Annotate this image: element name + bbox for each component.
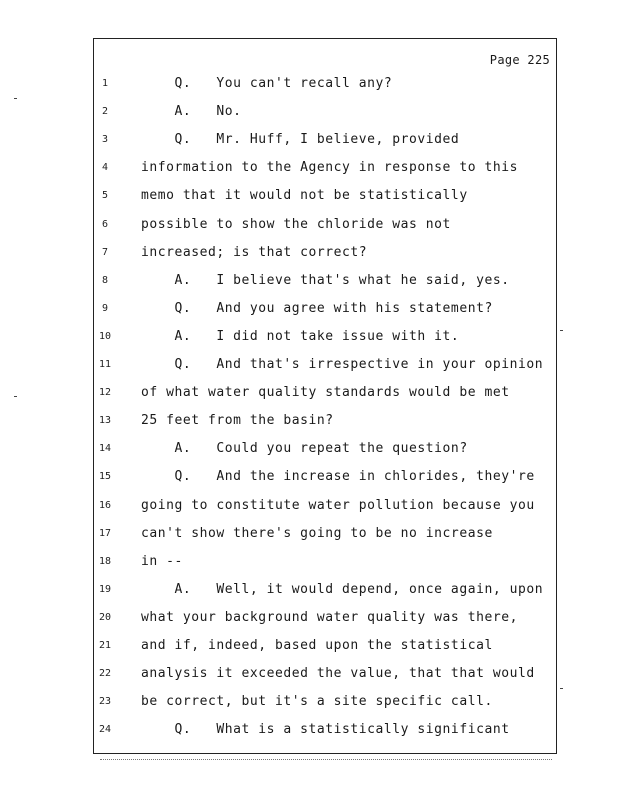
scan-artifact — [100, 759, 552, 762]
transcript-line — [0, 610, 618, 630]
line-text: and if, indeed, based upon the statistical — [141, 638, 493, 653]
line-number: 22 — [98, 668, 112, 680]
line-number: 7 — [101, 246, 109, 258]
transcript-line — [0, 582, 618, 602]
line-text: going to constitute water pollution because you — [141, 497, 535, 513]
transcript-line — [0, 273, 618, 293]
transcript-line — [0, 413, 618, 433]
line-text: Q. Mr. Huff, I believe, provided — [141, 132, 460, 148]
transcript-line — [0, 554, 618, 574]
line-text: possible to show the chloride was not — [141, 216, 451, 232]
transcript-line — [0, 104, 618, 124]
line-number: 18 — [98, 555, 112, 567]
transcript-line — [0, 469, 618, 489]
transcript-line — [0, 441, 618, 461]
transcript-line — [0, 694, 618, 714]
line-number: 9 — [101, 302, 109, 314]
transcript-line — [0, 638, 618, 658]
line-text: Q. And the increase in chlorides, they're — [141, 469, 535, 485]
transcript-line — [0, 526, 618, 546]
line-text: Q. You can't recall any? — [141, 76, 393, 91]
transcript-line — [0, 357, 618, 377]
line-number: 16 — [98, 499, 112, 511]
transcript-line — [0, 188, 618, 208]
line-text: can't show there's going to be no increase — [141, 525, 493, 541]
line-number: 24 — [98, 724, 112, 736]
line-number: 12 — [98, 387, 112, 399]
page-number: Page 225 — [489, 53, 550, 67]
line-text: what your background water quality was there, — [141, 609, 518, 625]
line-text: of what water quality standards would be met — [141, 385, 510, 401]
line-number: 8 — [101, 274, 109, 286]
line-number: 1 — [101, 78, 109, 89]
line-number: 5 — [101, 190, 109, 202]
line-number: 21 — [98, 640, 112, 651]
line-text: information to the Agency in response to this — [141, 160, 518, 176]
line-text: analysis it exceeded the value, that that would — [141, 666, 535, 682]
line-text: A. Well, it would depend, once again, upon — [141, 581, 544, 597]
margin-mark — [14, 98, 17, 99]
line-number: 4 — [101, 162, 109, 174]
line-text: A. I believe that's what he said, yes. — [141, 272, 510, 288]
transcript-line — [0, 160, 618, 180]
line-number: 17 — [98, 527, 112, 539]
transcript-line — [0, 217, 618, 237]
line-number: 20 — [98, 611, 112, 623]
line-text: Q. And you agree with his statement? — [141, 300, 493, 316]
line-text: be correct, but it's a site specific call. — [141, 694, 493, 710]
line-text: Q. What is a statistically significant — [141, 722, 510, 738]
margin-mark — [560, 330, 563, 331]
margin-mark — [560, 688, 563, 689]
transcript-line — [0, 498, 618, 518]
line-number: 11 — [98, 359, 112, 370]
line-number: 15 — [98, 471, 112, 483]
line-number: 2 — [101, 106, 109, 118]
transcript-line — [0, 329, 618, 349]
transcript-line — [0, 385, 618, 405]
transcript-line — [0, 666, 618, 686]
transcript-line — [0, 722, 618, 742]
line-text: in -- — [141, 553, 183, 569]
transcript-line — [0, 76, 618, 96]
line-text: memo that it would not be statistically — [141, 188, 468, 204]
line-text: A. Could you repeat the question? — [141, 441, 468, 457]
transcript-line — [0, 245, 618, 265]
line-text: A. No. — [141, 104, 242, 120]
margin-mark — [14, 396, 17, 397]
line-number: 3 — [101, 134, 109, 146]
line-number: 13 — [98, 415, 112, 427]
line-text: A. I did not take issue with it. — [141, 328, 460, 344]
transcript-line — [0, 132, 618, 152]
line-text: Q. And that's irrespective in your opinion — [141, 357, 544, 372]
line-number: 6 — [101, 218, 109, 230]
line-text: increased; is that correct? — [141, 244, 368, 260]
line-number: 19 — [98, 583, 112, 595]
line-text: 25 feet from the basin? — [141, 413, 334, 429]
line-number: 14 — [98, 443, 112, 455]
transcript-line — [0, 301, 618, 321]
line-number: 10 — [98, 330, 112, 342]
line-number: 23 — [98, 696, 112, 708]
